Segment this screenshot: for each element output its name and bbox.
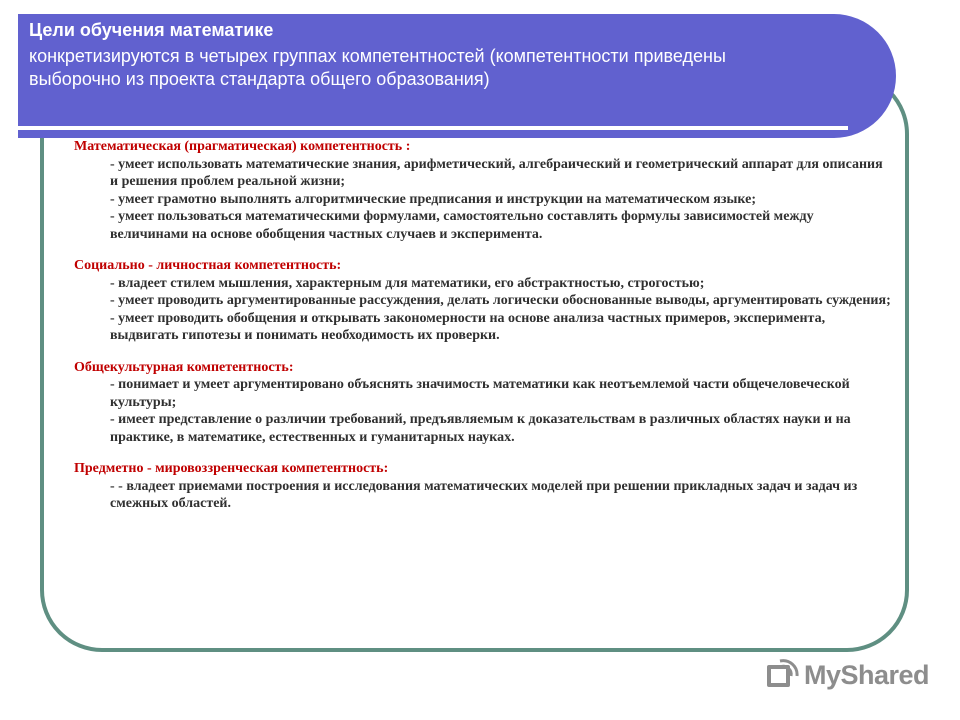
- competence-item: - умеет пользоваться математическими формулами, самостоятельно составлять формулы зависимостей между величинами на основе обобщения частных случаев и эксперимента.: [110, 209, 814, 242]
- competence-item: - понимает и умеет аргументировано объяснять значимость математики как неотъемлемой части общечеловеческой культуры;: [110, 377, 850, 410]
- competence-items: [74, 275, 894, 345]
- competence-items: [74, 156, 894, 244]
- competence-item: - владеет стилем мышления, характерным для математики, его абстрактностью, строгостью;: [110, 275, 705, 291]
- competence-group-general-cultural: [74, 359, 894, 447]
- myshared-logo-icon: [766, 658, 800, 692]
- competence-item: - умеет проводить обобщения и открывать закономерности на основе анализа частных примеров, эксперимента, выдвигать гипотезы и понимать необходимость их проверки.: [110, 310, 826, 343]
- competence-group-subject-worldview: [74, 460, 894, 513]
- competence-group-mathematical: [74, 138, 894, 243]
- watermark-text: MyShared: [804, 659, 930, 690]
- competence-title: Предметно - мировоззренческая компетентность:: [74, 461, 389, 476]
- slide-title: Цели обучения математике: [29, 20, 274, 40]
- slide-subtitle: конкретизируются в четырех группах компетентностей (компетентности приведены выборочно из проекта стандарта общего образования): [29, 46, 726, 89]
- myshared-watermark: [766, 656, 929, 694]
- competence-item: - имеет представление о различии требований, предъявляемым к доказательствам в различных областях науки и на практике, в математике, естественных и гуманитарных науках.: [110, 412, 851, 445]
- competence-title: Социально - личностная компетентность:: [74, 258, 342, 273]
- competence-items: [74, 478, 894, 513]
- competence-item: - умеет грамотно выполнять алгоритмические предписания и инструкции на математическом языке;: [110, 191, 757, 207]
- competence-title: Общекультурная компетентность:: [74, 359, 294, 375]
- competence-item: - умеет проводить аргументированные рассуждения, делать логически обоснованные выводы, аргументировать суждения;: [110, 293, 891, 308]
- header-banner: [18, 14, 896, 138]
- competence-group-social-personal: [74, 257, 894, 345]
- competence-items: [74, 376, 894, 446]
- competence-list: [74, 138, 894, 527]
- competence-title: Математическая (прагматическая) компетентность :: [74, 139, 411, 154]
- header-underline: [18, 126, 848, 130]
- competence-item: - умеет использовать математические знания, арифметический, алгебраический и геометрический аппарат для описания и решения проблем реальной жизни;: [110, 156, 883, 189]
- competence-item: - - владеет приемами построения и исследования математических моделей при решении прикладных задач и задач из смежных областей.: [110, 478, 858, 511]
